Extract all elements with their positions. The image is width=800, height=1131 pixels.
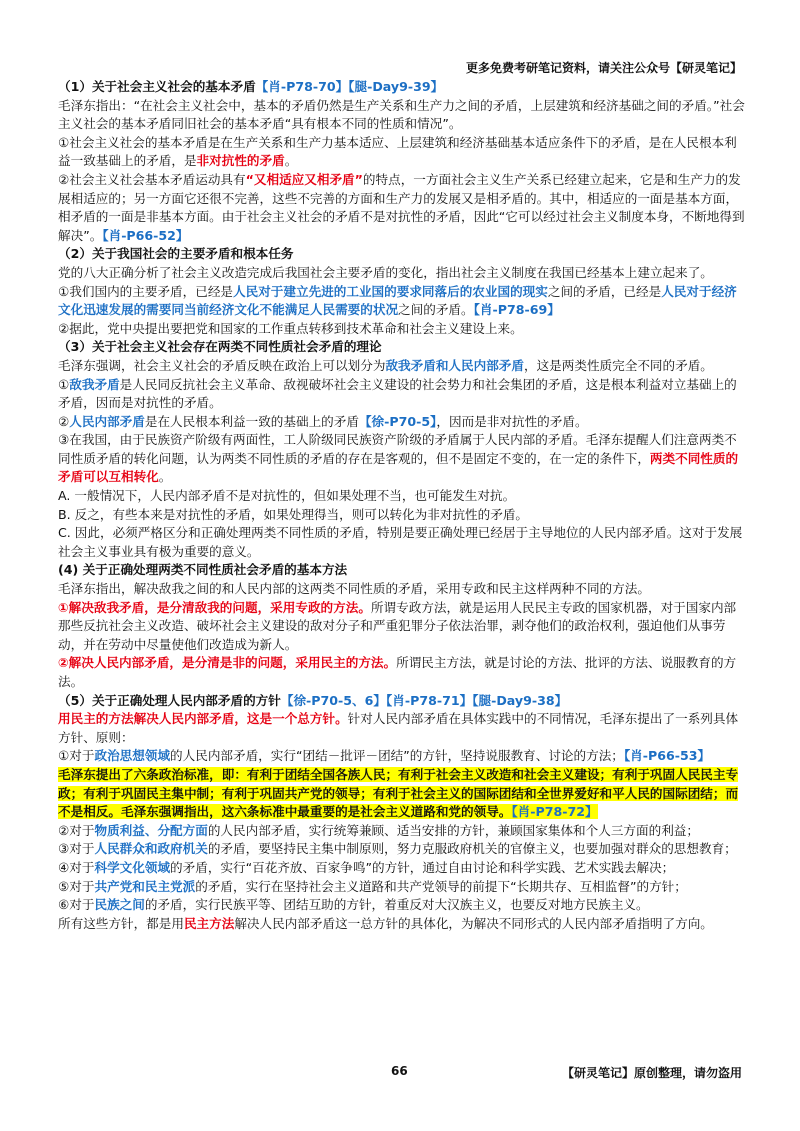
paragraph: ②解决人民内部矛盾，是分清是非的问题，采用民主的方法。所谓民主方法，就是讨论的方法、批评的方法、说服教育的方法。	[58, 655, 737, 689]
paragraph: 所有这些方针，都是用民主方法解决人民内部矛盾这一总方针的具体化，为解决不同形式的人民内部矛盾指明了方向。	[58, 915, 713, 931]
paragraph: ②据此，党中央提出要把党和国家的工作重点转移到技术革命和社会主义建设上来。	[58, 320, 523, 336]
section-1-title: （1）关于社会主义社会的基本矛盾	[58, 79, 256, 94]
list-item: ④对于科学文化领域的矛盾，实行“百花齐放、百家争鸣”的方针，通过自由讨论和科学实践、艺术实践去解决；	[58, 859, 675, 875]
list-item: B. 反之，有些本来是对抗性的矛盾，如果处理得当，则可以转化为非对抗性的矛盾。	[58, 506, 529, 522]
list-item: C. 因此，必须严格区分和正确处理两类不同性质的矛盾，特别是要正确处理已经居于主导地位的人民内部矛盾。这对于发展社会主义事业具有极为重要的意义。	[58, 525, 743, 559]
paragraph: 用民主的方法解决人民内部矛盾，这是一个总方针。针对人民内部矛盾在具体实践中的不同情况，毛泽东提出了一系列具体方针、原则：	[58, 711, 739, 745]
paragraph: 党的八大正确分析了社会主义改造完成后我国社会主要矛盾的变化，指出社会主义制度在我国已经基本上建立起来了。	[58, 264, 713, 280]
list-item: ⑤对于共产党和民主党派的矛盾，实行在坚持社会主义道路和共产党领导的前提下“长期共存、互相监督”的方针；	[58, 878, 687, 894]
paragraph: ①敌我矛盾是人民同反抗社会主义革命、敌视破坏社会主义建设的社会势力和社会集团的矛盾，这是根本利益对立基础上的矛盾，因而是对抗性的矛盾。	[58, 376, 737, 411]
list-item: ②对于物质利益、分配方面的人民内部矛盾，实行统筹兼顾、适当安排的方针，兼顾国家集体和个人三方面的利益；	[58, 822, 699, 838]
ref-tag: 【徐-P70-5】	[358, 413, 437, 429]
paragraph: ③在我国，由于民族资产阶级有两面性，工人阶级同民族资产阶级的矛盾属于人民内部的矛盾。毛泽东提醒人们注意两类不同性质矛盾的转化问题，认为两类不同性质的矛盾的存在是客观的，但不是固定不变的，在一定的条件下，两类不同性质的矛盾可以互相转化。	[58, 432, 739, 485]
page-number: 66	[391, 1064, 408, 1078]
section-3-title: （3）关于社会主义社会存在两类不同性质社会矛盾的理论	[58, 339, 382, 355]
list-item: ①对于政治思想领域的人民内部矛盾，实行“团结－批评－团结”的方针，坚持说服教育、讨论的方法；【肖-P66-53】	[58, 748, 711, 764]
section-4-title: (4) 关于正确处理两类不同性质社会矛盾的基本方法	[58, 562, 348, 578]
page-header: 更多免费考研笔记资料，请关注公众号【研灵笔记】	[465, 61, 742, 75]
highlight-block: 毛泽东提出了六条政治标准，即：有利于团结全国各族人民；有利于社会主义改造和社会主义建设；有利于巩固人民民主专政；有利于巩固民主集中制；有利于巩固共产党的领导；有利于社会主义的国际团结和全世界爱好和平人民的国际团结；而不是相反。毛泽东强调指出，这六条标准中最重要的是社会主义道路和党的领导。【肖-P78-72】	[58, 766, 739, 820]
ref-tag: 【腿-Day9-39】	[348, 79, 444, 94]
ref-tag: 【肖-P66-52】	[102, 227, 189, 243]
paragraph: ①社会主义社会的基本矛盾是在生产关系和生产力基本适应、上层建筑和经济基础基本适应条件下的矛盾，是在人民根本利益一致基础上的矛盾，是非对抗性的矛盾。	[58, 134, 737, 169]
section-5-title: （5）关于正确处理人民内部矛盾的方针	[58, 692, 281, 708]
paragraph: ②社会主义社会基本矛盾运动具有“又相适应又相矛盾”的特点，一方面社会主义生产关系已经建立起来，它是和生产力的发展相适应的；另一方面它还很不完善，这些不完善的方面和生产力的发展又是相矛盾的。其中，相适应的一面是基本方面，相矛盾的一面是非基本方面。由于社会主义社会的矛盾不是对抗性的矛盾，因此“它可以经过社会主义制度本身，不断地得到解决”。【肖-P66-52】	[58, 171, 745, 243]
ref-tag: 【腿-Day9-38】	[472, 692, 568, 708]
paragraph: ②人民内部矛盾是在人民根本利益一致的基础上的矛盾【徐-P70-5】，因而是非对抗性的矛盾。	[58, 413, 588, 429]
list-item: ⑥对于民族之间的矛盾，实行民族平等、团结互助的方针，着重反对大汉族主义，也要反对地方民族主义。	[58, 897, 649, 913]
ref-tag: 【肖-P78-69】	[473, 302, 560, 318]
list-item: ③对于人民群众和政府机关的矛盾，要坚持民主集中制原则，努力克服政府机关的官僚主义，也要加强对群众的思想教育；	[58, 841, 737, 857]
document-body	[58, 78, 748, 933]
paragraph: 毛泽东指出：“在社会主义社会中，基本的矛盾仍然是生产关系和生产力之间的矛盾，上层建筑和经济基础之间的矛盾。”社会主义社会的基本矛盾同旧社会的基本矛盾“具有根本不同的性质和情况”。	[58, 97, 745, 132]
section-2-title: （2）关于我国社会的主要矛盾和根本任务	[58, 246, 294, 262]
list-item: A. 一般情况下，人民内部矛盾不是对抗性的，但如果处理不当，也可能发生对抗。	[58, 488, 516, 504]
footer-note: 【研灵笔记】原创整理，请勿盗用	[561, 1066, 742, 1080]
section-1-heading	[58, 78, 748, 97]
ref-tag: 【徐-P70-5、6】	[280, 692, 386, 708]
paragraph: ①我们国内的主要矛盾，已经是人民对于建立先进的工业国的要求同落后的农业国的现实之间的矛盾，已经是人民对于经济文化迅速发展的需要同当前经济文化不能满足人民需要的状况之间的矛盾。【肖-P78-69】	[58, 283, 737, 318]
ref-tag: 【肖-P78-70】	[255, 79, 349, 94]
paragraph: ①解决敌我矛盾，是分清敌我的问题，采用专政的方法。所谓专政方法，就是运用人民民主专政的国家机器，对于国家内部那些反抗社会主义改造、破坏社会主义建设的敌对分子和严重犯罪分子依法治罪，剥夺他们的政治权利，强迫他们从事劳动，并在劳动中尽量使他们改造成为新人。	[58, 599, 737, 652]
section-5-heading	[58, 692, 748, 711]
paragraph: 毛泽东指出，解决敌我之间的和人民内部的这两类不同性质的矛盾，采用专政和民主这样两种不同的方法。	[58, 581, 650, 597]
ref-tag: 【肖-P78-71】	[385, 692, 473, 708]
ref-tag: 【肖-P66-53】	[623, 748, 711, 764]
ref-tag: 【肖-P78-72】	[511, 804, 598, 820]
paragraph: 毛泽东强调，社会主义社会的矛盾反映在政治上可以划分为敌我矛盾和人民内部矛盾，这是两类性质完全不同的矛盾。	[58, 357, 713, 373]
